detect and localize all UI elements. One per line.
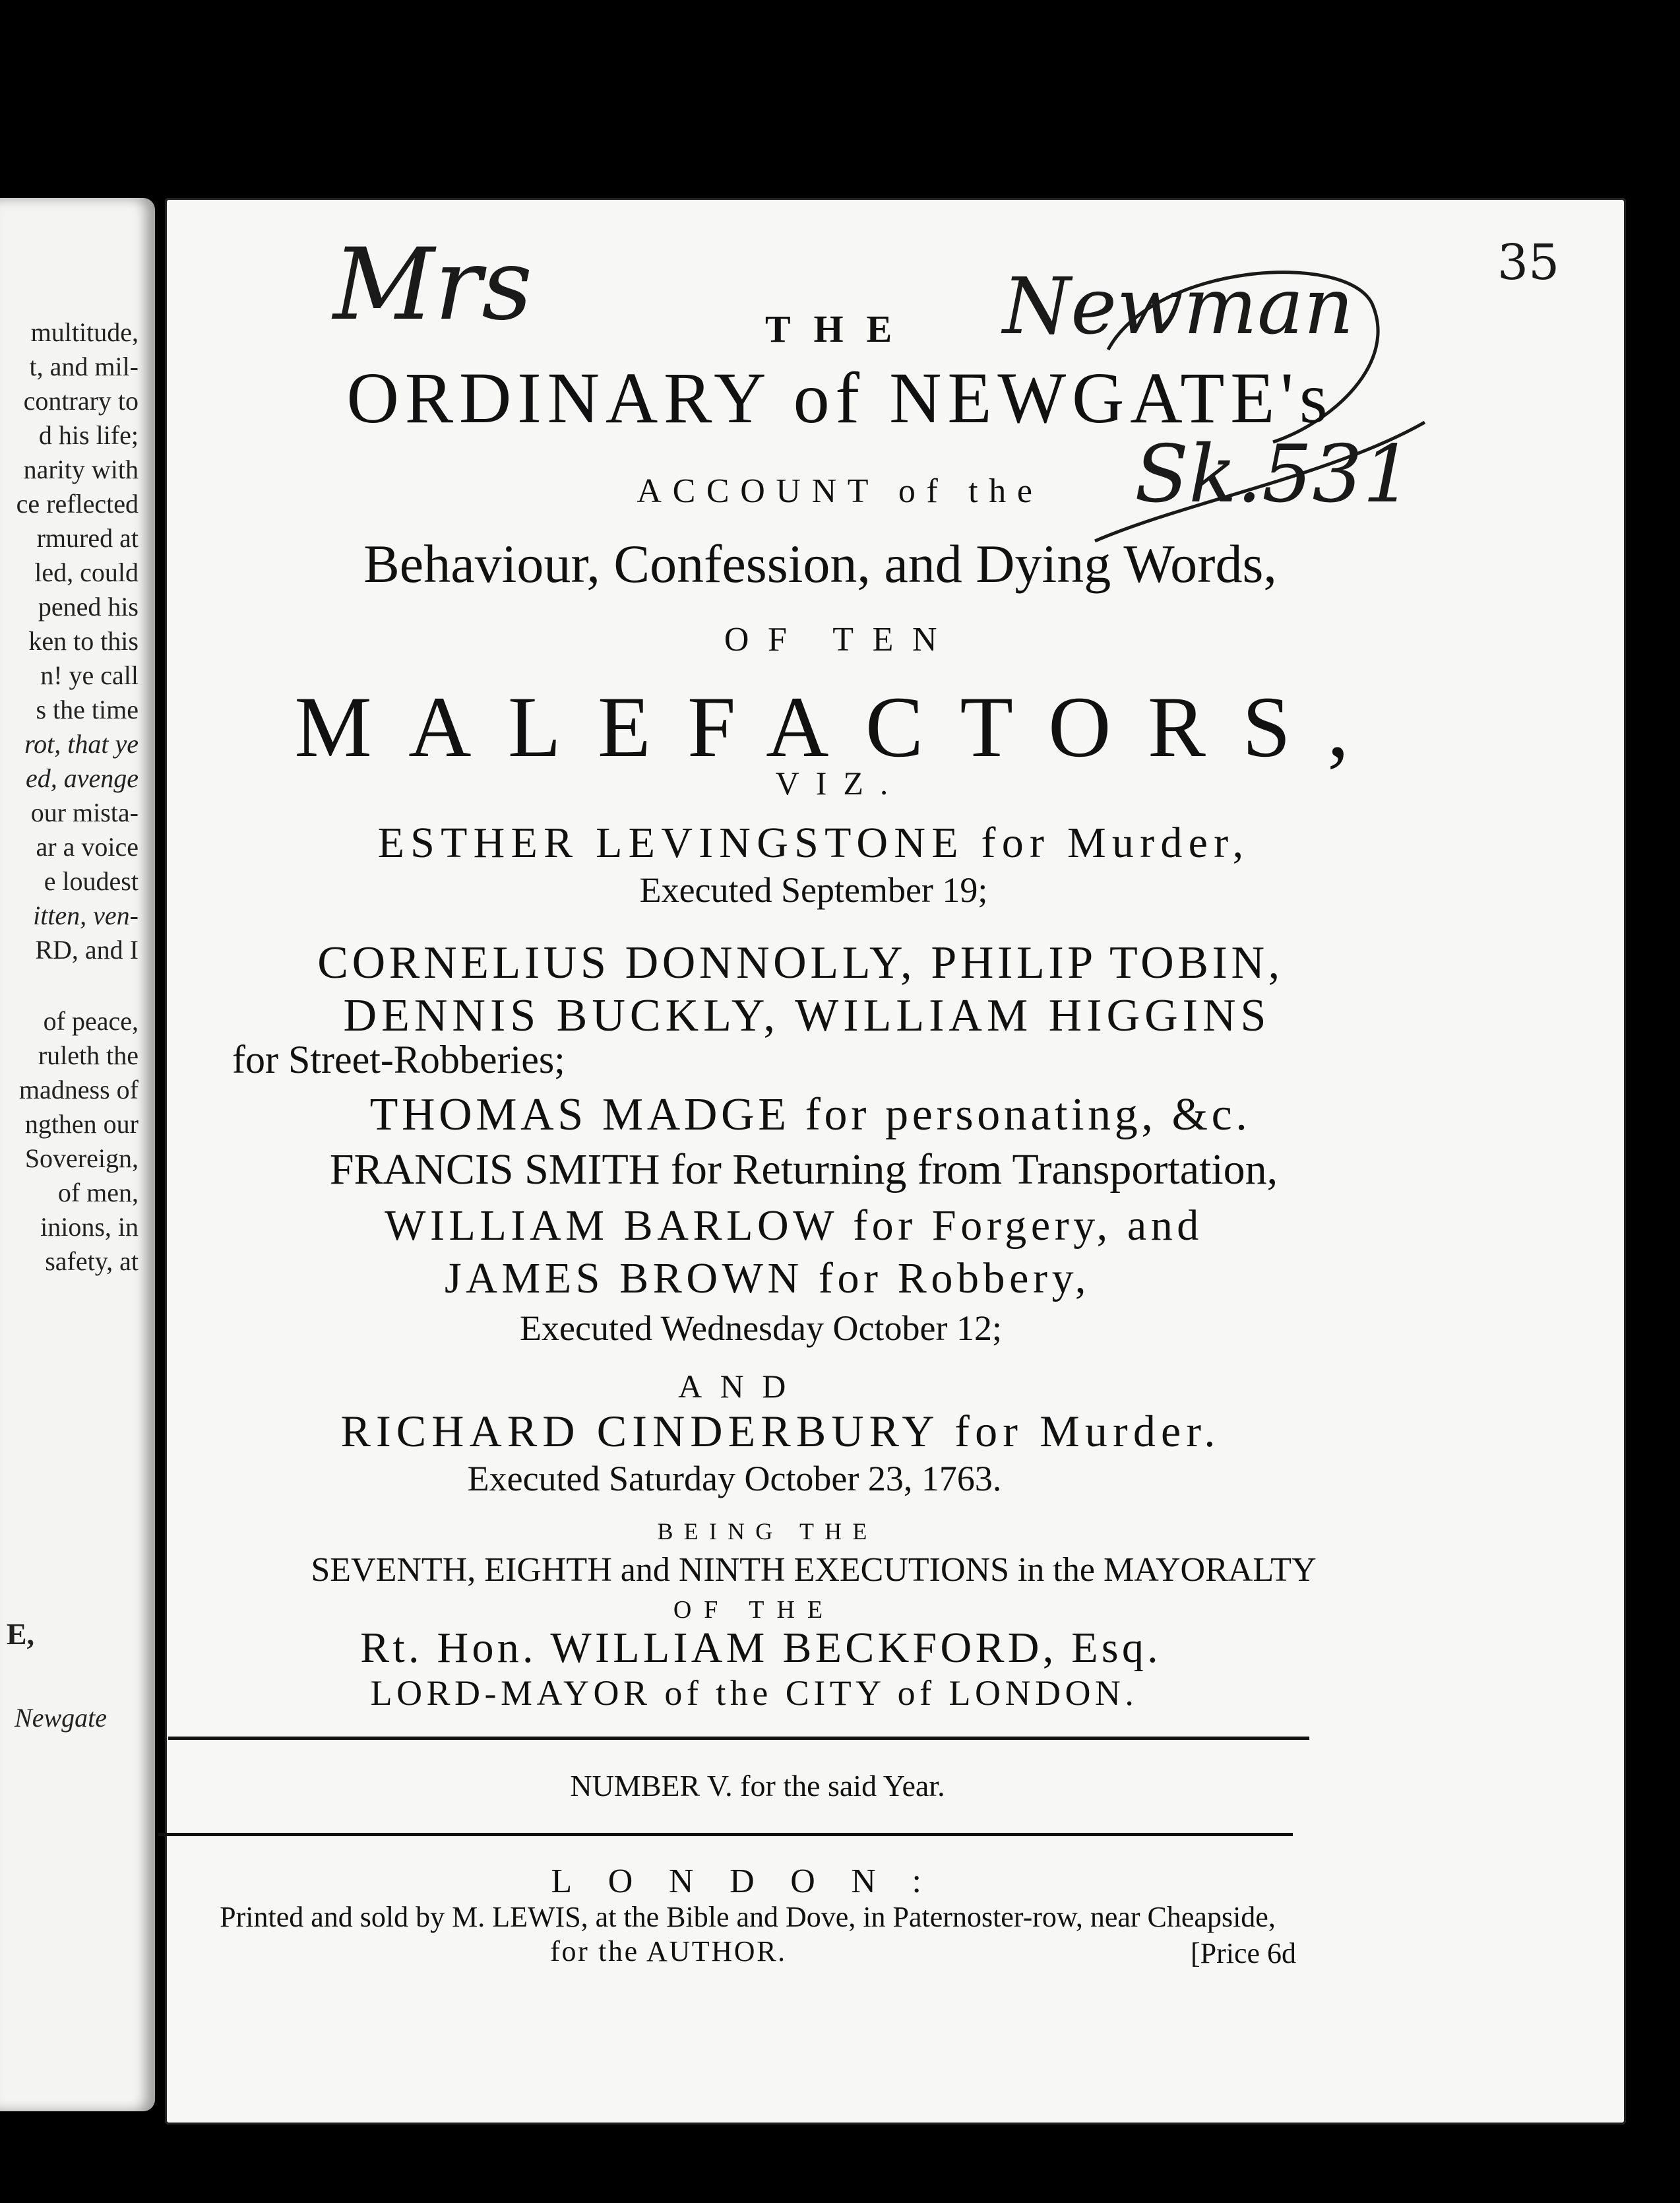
left-page-line: ngthen our (24, 1109, 139, 1139)
left-page-line: narity with (23, 455, 139, 484)
left-page-line: Newgate (15, 1703, 107, 1733)
title-the: THE (765, 307, 915, 350)
entry-richard-cinderbury: RICHARD CINDERBURY for Murder. (340, 1406, 1221, 1456)
entry-october-12-executed: Executed Wednesday October 12; (520, 1308, 1002, 1348)
title-behaviour-line: Behaviour, Confession, and Dying Words, (363, 534, 1277, 594)
entry-street-robbers-line2: DENNIS BUCKLY, WILLIAM HIGGINS (343, 990, 1271, 1041)
handwritten-page-number: 35 (1497, 234, 1560, 291)
left-page-line: rot, that ye (24, 729, 139, 759)
left-page-line: of peace, (43, 1006, 139, 1036)
handwritten-name: Newman (1003, 261, 1354, 352)
left-page-line: ce reflected (16, 489, 139, 519)
left-page-line: safety, at (45, 1246, 139, 1276)
entry-thomas-madge: THOMAS MADGE for personating, &c. (369, 1089, 1251, 1140)
left-page-line: pened his (38, 592, 139, 622)
entry-esther-executed: Executed September 19; (639, 870, 988, 910)
title-of-ten: OF TEN (724, 621, 956, 658)
left-page-line: our mista- (30, 798, 139, 827)
entry-street-robbers-line1: CORNELIUS DONNOLLY, PHILIP TOBIN, (317, 938, 1284, 988)
left-page-line: rmured at (36, 523, 139, 553)
left-page-line: t, and mil- (29, 352, 139, 381)
title-viz: VIZ. (775, 765, 905, 802)
handwritten-shelfmark: Sk.531 (1135, 429, 1414, 521)
left-page-line: of men, (57, 1178, 139, 1207)
entry-and: AND (678, 1368, 804, 1405)
mayoralty-office: LORD-MAYOR of the CITY of LONDON. (370, 1673, 1138, 1713)
entry-james-brown: JAMES BROWN for Robbery, (444, 1254, 1091, 1302)
horizontal-rule-upper (168, 1737, 1309, 1740)
entry-october-23-executed: Executed Saturday October 23, 1763. (467, 1459, 1002, 1498)
mayoralty-of-the: OF THE (673, 1596, 836, 1624)
left-page-line: ar a voice (36, 832, 139, 862)
left-page-line: d his life; (38, 420, 139, 450)
left-page-line: E, (6, 1617, 34, 1651)
mayoralty-mayor: Rt. Hon. WILLIAM BECKFORD, Esq. (360, 1624, 1162, 1672)
imprint-price: [Price 6d (1191, 1937, 1297, 1969)
title-main: ORDINARY of NEWGATE's (346, 358, 1334, 438)
entry-street-robbers-line3: for Street-Robberies; (232, 1038, 565, 1081)
left-page-line: inions, in (40, 1212, 139, 1242)
left-page-line: RD, and I (35, 935, 139, 965)
left-page-line: e loudest (44, 866, 139, 896)
left-page-line: ruleth the (38, 1040, 139, 1070)
left-page-line: contrary to (23, 386, 139, 416)
entry-william-barlow: WILLIAM BARLOW for Forgery, and (385, 1201, 1203, 1250)
left-page-line: itten, ven- (33, 901, 139, 930)
mayoralty-executions: SEVENTH, EIGHTH and NINTH EXECUTIONS in the MAYORALTY (311, 1551, 1317, 1589)
entry-francis-smith: FRANCIS SMITH for Returning from Transportation, (329, 1145, 1278, 1194)
left-page-line: multitude, (30, 317, 139, 347)
imprint-printed-and-sold: Printed and sold by M. LEWIS, at the Bible and Dove, in Paternoster-row, near Cheapside, (220, 1901, 1276, 1933)
left-page-line: ken to this (28, 626, 139, 656)
entry-esther-levingstone: ESTHER LEVINGSTONE for Murder, (377, 819, 1250, 867)
left-page-line: ed, avenge (25, 763, 139, 793)
left-page-line: led, could (34, 558, 139, 587)
left-page-line: madness of (18, 1075, 139, 1104)
left-page-line: n! ye call (40, 660, 139, 690)
title-malefactors: MALEFACTORS, (294, 678, 1386, 775)
handwritten-mrs: Mrs (333, 228, 533, 342)
left-page-line: s the time (36, 695, 139, 724)
imprint-london: LONDON: (551, 1863, 958, 1900)
left-page-line: Sovereign, (24, 1143, 139, 1173)
number-line: NUMBER V. for the said Year. (570, 1769, 945, 1803)
imprint-for-author: for the AUTHOR. (550, 1935, 787, 1967)
horizontal-rule-lower (158, 1833, 1293, 1836)
title-account-of-the: ACCOUNT of the (637, 472, 1043, 510)
mayoralty-being-the: BEING THE (657, 1518, 878, 1545)
